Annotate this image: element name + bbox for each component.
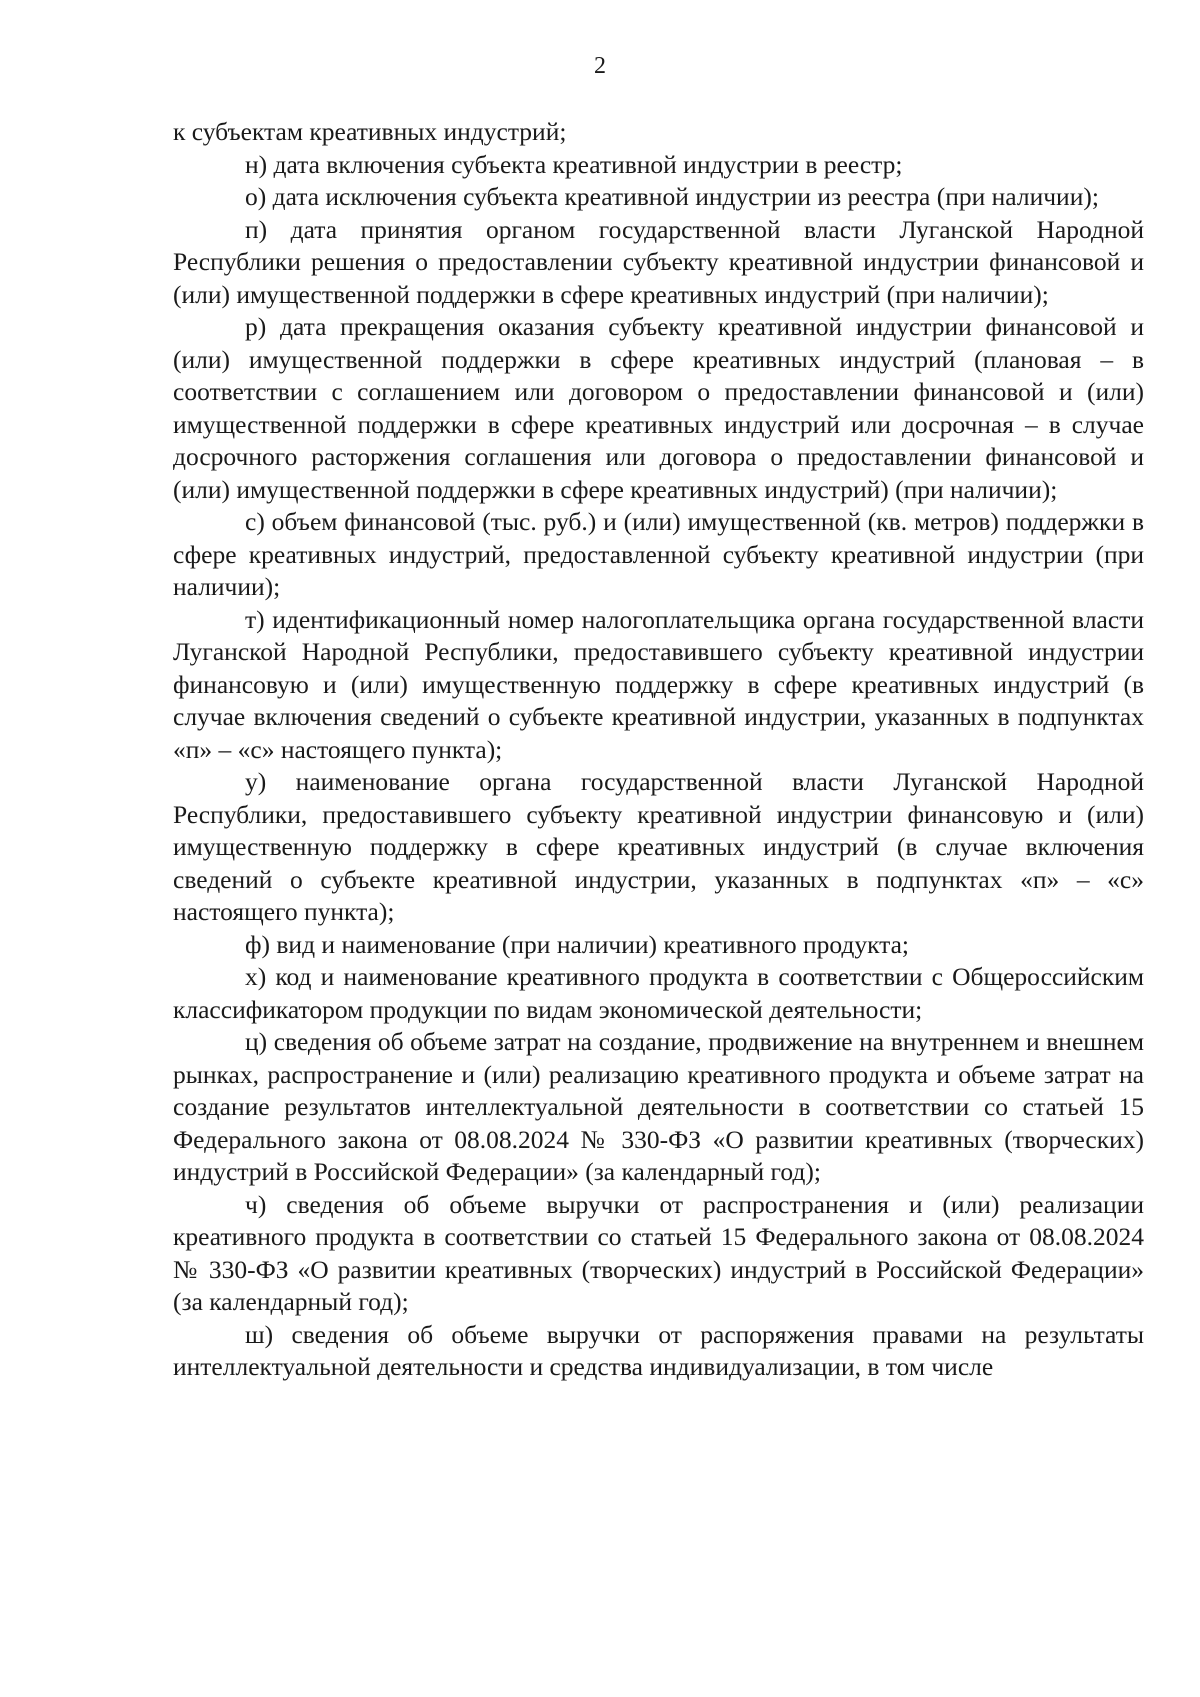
paragraph-item-n: н) дата включения субъекта креативной индустрии в реестр;: [245, 149, 903, 179]
paragraph-item-r: р) дата прекращения оказания субъекту креативной индустрии финансовой и (или) имущественной поддержки в сфере креативных индустрий (плановая – в соответствии с соглашением или договором о предоставлении финансовой и (или) имущественной поддержки в сфере креативных индустрий или досрочная – в случае досрочного расторжения соглашения или договора о предоставлении финансовой и (или) имущественной поддержки в сфере креативных индустрий) (при наличии);: [173, 312, 1144, 504]
paragraph-item-kh: х) код и наименование креативного продукта в соответствии с Общероссийским классификатором продукции по видам экономической деятельности;: [173, 962, 1144, 1024]
paragraph-item-s: с) объем финансовой (тыс. руб.) и (или) имущественной (кв. метров) поддержки в сфере креативных индустрий, предоставленной субъекту креативной индустрии (при наличии);: [173, 507, 1144, 601]
page-number: 2: [594, 53, 606, 79]
paragraph-item-ch: ч) сведения об объеме выручки от распространения и (или) реализации креативного продукта в соответствии со статьей 15 Федерального закона от 08.08.2024 № 330-ФЗ «О развитии креативных (творческих) индустрий в Российской Федерации» (за календарный год);: [173, 1189, 1144, 1316]
paragraph-item-o: о) дата исключения субъекта креативной индустрии из реестра (при наличии);: [245, 182, 1099, 211]
paragraph-item-sh: ш) сведения об объеме выручки от распоряжения правами на результаты интеллектуальной деятельности и средства индивидуализации, в том числе: [173, 1319, 1144, 1381]
paragraph-item-ts: ц) сведения об объеме затрат на создание, продвижение на внутреннем и внешнем рынках, распространение и (или) реализацию креативного продукта и объеме затрат на создание результатов интеллектуальной деятельности в соответствии со статьей 15 Федерального закона от 08.08.2024 № 330-ФЗ «О развитии креативных (творческих) индустрий в Российской Федерации» (за календарный год);: [173, 1027, 1144, 1186]
paragraph-continuation: к субъектам креативных индустрий;: [173, 117, 567, 146]
paragraph-item-p: п) дата принятия органом государственной власти Луганской Народной Республики решения о предоставлении субъекту креативной индустрии финансовой и (или) имущественной поддержки в сфере креативных индустрий (при наличии);: [173, 214, 1144, 309]
paragraph-item-t: т) идентификационный номер налогоплательщика органа государственной власти Луганской Народной Республики, предоставившего субъекту креативной индустрии финансовую и (или) имущественную поддержку в сфере креативных индустрий (в случае включения сведений о субъекте креативной индустрии, указанных в подпунктах «п» – «с» настоящего пункта);: [173, 604, 1144, 764]
paragraph-item-u: у) наименование органа государственной власти Луганской Народной Республики, предоставившего субъекту креативной индустрии финансовую и (или) имущественную поддержку в сфере креативных индустрий (в случае включения сведений о субъекте креативной индустрии, указанных в подпунктах «п» – «с» настоящего пункта);: [173, 767, 1144, 926]
document-body: [173, 116, 1144, 1384]
paragraph-item-f: ф) вид и наименование (при наличии) креативного продукта;: [245, 929, 910, 959]
